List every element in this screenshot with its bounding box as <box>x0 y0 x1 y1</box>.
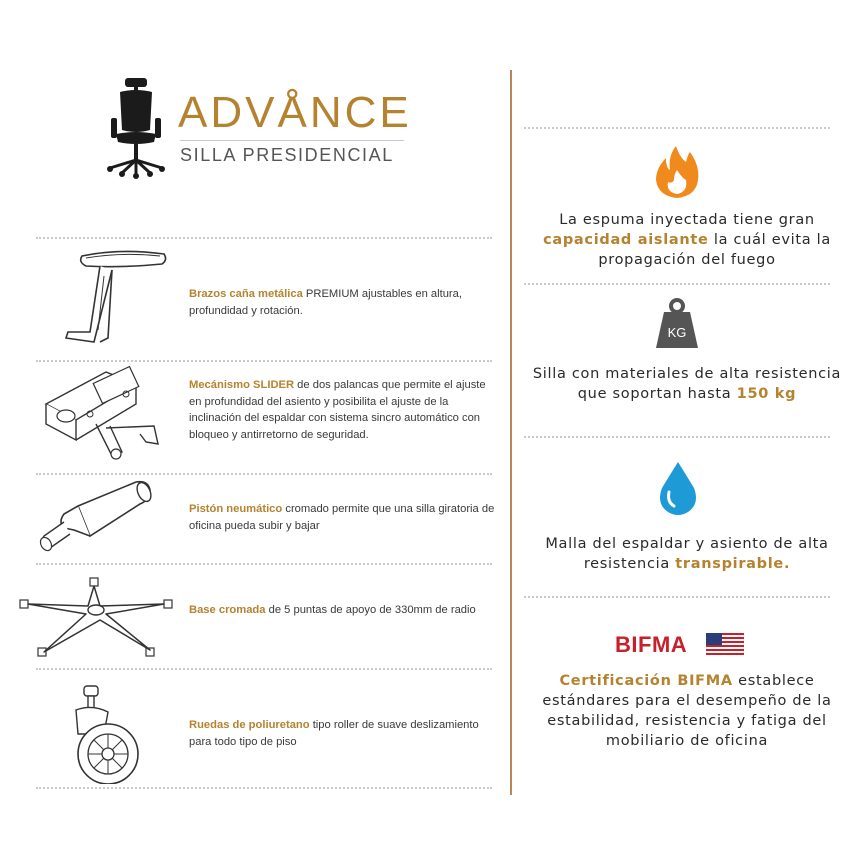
brand-rule <box>180 140 404 141</box>
feature-text-caster: Ruedas de poliuretano tipo roller de suave deslizamiento para todo tipo de piso <box>189 719 479 748</box>
flame-icon <box>654 144 700 200</box>
weight-icon-label: KG <box>667 325 687 340</box>
divider <box>524 596 830 598</box>
bifma-text: Certificación BIFMA establece estándares para el desempeño de la estabilidad, resistencia y fatiga del mobiliario de oficina <box>542 673 832 749</box>
us-flag-icon <box>706 633 744 655</box>
divider <box>36 563 492 565</box>
feature-text-mechanism: Mecánismo SLIDER de dos palancas que permite el ajuste en profundidad del asiento y posibilita el ajuste de la inclinación del espaldar con sistema sincro automático con bloqueo y antirretorno de seguridad. <box>189 379 486 441</box>
vertical-divider <box>510 70 512 795</box>
fire-text: La espuma inyectada tiene gran capacidad aislante la cuál evita la propagación del fuego <box>543 212 831 268</box>
mesh-text: Malla del espaldar y asiento de alta resistencia transpirable. <box>545 536 829 572</box>
chair-logo-icon <box>104 76 168 180</box>
divider <box>36 360 492 362</box>
water-drop-icon <box>658 460 698 516</box>
brand-subtitle: SILLA PRESIDENCIAL <box>180 145 394 165</box>
armrest-icon <box>60 246 172 350</box>
divider <box>36 237 492 239</box>
bifma-logo: BIFMA <box>615 632 688 657</box>
feature-text-armrest: Brazos caña metálica PREMIUM ajustables en altura, profundidad y rotación. <box>189 288 462 317</box>
feature-text-base: Base cromada de 5 puntas de apoyo de 330mm de radio <box>189 604 476 616</box>
divider <box>524 283 830 285</box>
slider-mechanism-icon <box>36 364 168 464</box>
weight-text: Silla con materiales de alta resistencia que soportan hasta 150 kg <box>532 366 842 402</box>
divider <box>524 127 830 129</box>
feature-text-piston: Pistón neumático cromado permite que una silla giratoria de oficina pueda subir y bajar <box>189 503 495 532</box>
divider <box>36 473 492 475</box>
brand-name: ADVÅNCE <box>178 88 412 137</box>
divider <box>36 668 492 670</box>
caster-wheel-icon <box>66 684 146 784</box>
divider <box>36 787 492 789</box>
divider <box>524 436 830 438</box>
gas-piston-icon <box>34 478 158 560</box>
star-base-icon <box>16 576 176 662</box>
